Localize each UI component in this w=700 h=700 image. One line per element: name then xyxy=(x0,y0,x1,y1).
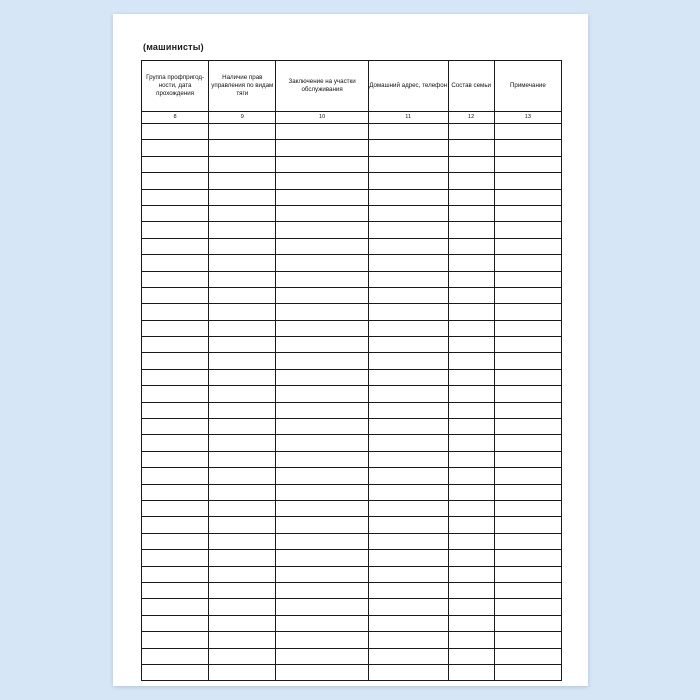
table-cell-empty xyxy=(209,517,276,533)
table-cell-empty xyxy=(368,402,448,418)
column-header-family: Состав семьи xyxy=(448,61,494,112)
table-cell-empty xyxy=(494,615,561,631)
table-cell-empty xyxy=(276,582,368,598)
table-cell-empty xyxy=(494,402,561,418)
table-cell-empty xyxy=(494,271,561,287)
table-row xyxy=(142,484,562,500)
table-cell-empty xyxy=(209,451,276,467)
table-cell-empty xyxy=(276,287,368,303)
table-cell-empty xyxy=(368,369,448,385)
table-cell-empty xyxy=(276,238,368,254)
table-cell-empty xyxy=(276,648,368,664)
table-cell-empty xyxy=(448,419,494,435)
table-cell-empty xyxy=(448,566,494,582)
table-cell-empty xyxy=(276,435,368,451)
table-cell-empty xyxy=(368,419,448,435)
column-number-11: 11 xyxy=(368,112,448,124)
table-row xyxy=(142,369,562,385)
table-cell-empty xyxy=(276,369,368,385)
table-cell-empty xyxy=(494,435,561,451)
table-row xyxy=(142,353,562,369)
table-row xyxy=(142,599,562,615)
table-cell-empty xyxy=(276,402,368,418)
table-cell-empty xyxy=(142,173,209,189)
table-cell-empty xyxy=(448,304,494,320)
table-cell-empty xyxy=(276,468,368,484)
table-cell-empty xyxy=(448,222,494,238)
table-cell-empty xyxy=(209,402,276,418)
table-cell-empty xyxy=(494,599,561,615)
column-header-group-fitness: Группа профпригод-ности, дата прохождения xyxy=(142,61,209,112)
table-cell-empty xyxy=(142,189,209,205)
table-cell-empty xyxy=(448,287,494,303)
table-cell-empty xyxy=(494,566,561,582)
table-cell-empty xyxy=(368,222,448,238)
table-cell-empty xyxy=(448,156,494,172)
table-cell-empty xyxy=(448,484,494,500)
table-cell-empty xyxy=(494,664,561,680)
table-cell-empty xyxy=(368,533,448,549)
table-cell-empty xyxy=(142,500,209,516)
table-cell-empty xyxy=(209,189,276,205)
table-row xyxy=(142,189,562,205)
table-cell-empty xyxy=(209,582,276,598)
table-row xyxy=(142,255,562,271)
table-cell-empty xyxy=(276,205,368,221)
table-cell-empty xyxy=(448,271,494,287)
table-cell-empty xyxy=(368,304,448,320)
table-cell-empty xyxy=(494,320,561,336)
table-row xyxy=(142,304,562,320)
table-cell-empty xyxy=(494,205,561,221)
table-cell-empty xyxy=(448,238,494,254)
table-cell-empty xyxy=(494,287,561,303)
table-cell-empty xyxy=(448,255,494,271)
table-cell-empty xyxy=(368,156,448,172)
table-cell-empty xyxy=(209,140,276,156)
table-cell-empty xyxy=(276,500,368,516)
table-cell-empty xyxy=(494,550,561,566)
table-row xyxy=(142,550,562,566)
table-cell-empty xyxy=(448,451,494,467)
table-cell-empty xyxy=(209,664,276,680)
table-row xyxy=(142,648,562,664)
table-cell-empty xyxy=(276,484,368,500)
table-cell-empty xyxy=(142,615,209,631)
table-cell-empty xyxy=(448,189,494,205)
table-row xyxy=(142,156,562,172)
table-row xyxy=(142,615,562,631)
table-cell-empty xyxy=(209,566,276,582)
table-cell-empty xyxy=(368,337,448,353)
table-cell-empty xyxy=(142,484,209,500)
table-cell-empty xyxy=(368,287,448,303)
table-cell-empty xyxy=(276,599,368,615)
table-cell-empty xyxy=(494,255,561,271)
table-cell-empty xyxy=(209,550,276,566)
table-cell-empty xyxy=(494,517,561,533)
table-cell-empty xyxy=(142,353,209,369)
table-cell-empty xyxy=(368,173,448,189)
table-cell-empty xyxy=(448,632,494,648)
table-cell-empty xyxy=(276,353,368,369)
table-row xyxy=(142,140,562,156)
column-number-10: 10 xyxy=(276,112,368,124)
table-cell-empty xyxy=(209,337,276,353)
table-cell-empty xyxy=(142,599,209,615)
table-cell-empty xyxy=(209,271,276,287)
table-cell-empty xyxy=(494,173,561,189)
table-cell-empty xyxy=(209,222,276,238)
table-row xyxy=(142,517,562,533)
table-cell-empty xyxy=(209,304,276,320)
table-cell-empty xyxy=(448,550,494,566)
table-cell-empty xyxy=(448,599,494,615)
table-cell-empty xyxy=(448,140,494,156)
table-cell-empty xyxy=(142,517,209,533)
table-cell-empty xyxy=(448,648,494,664)
table-cell-empty xyxy=(494,468,561,484)
table-cell-empty xyxy=(142,648,209,664)
table-row xyxy=(142,205,562,221)
table-cell-empty xyxy=(209,386,276,402)
table-row xyxy=(142,337,562,353)
table-cell-empty xyxy=(368,238,448,254)
table-cell-empty xyxy=(209,124,276,140)
column-header-home-address: Домашний адрес, телефон xyxy=(368,61,448,112)
table-cell-empty xyxy=(276,566,368,582)
column-number-12: 12 xyxy=(448,112,494,124)
table-cell-empty xyxy=(494,353,561,369)
table-cell-empty xyxy=(276,337,368,353)
table-cell-empty xyxy=(142,320,209,336)
register-table xyxy=(141,60,562,681)
table-cell-empty xyxy=(448,664,494,680)
table-cell-empty xyxy=(142,468,209,484)
table-cell-empty xyxy=(276,140,368,156)
table-cell-empty xyxy=(209,632,276,648)
table-cell-empty xyxy=(448,615,494,631)
table-cell-empty xyxy=(142,451,209,467)
table-cell-empty xyxy=(276,222,368,238)
table-cell-empty xyxy=(494,484,561,500)
table-cell-empty xyxy=(448,582,494,598)
table-cell-empty xyxy=(494,386,561,402)
table-cell-empty xyxy=(494,189,561,205)
table-cell-empty xyxy=(494,369,561,385)
table-cell-empty xyxy=(209,648,276,664)
column-number-9: 9 xyxy=(209,112,276,124)
table-cell-empty xyxy=(276,632,368,648)
column-number-row xyxy=(142,112,562,124)
table-cell-empty xyxy=(209,500,276,516)
table-cell-empty xyxy=(209,255,276,271)
header-row xyxy=(142,61,562,112)
table-cell-empty xyxy=(448,173,494,189)
table-cell-empty xyxy=(276,533,368,549)
column-number-13: 13 xyxy=(494,112,561,124)
table-cell-empty xyxy=(448,337,494,353)
table-cell-empty xyxy=(368,582,448,598)
table-row xyxy=(142,320,562,336)
table-cell-empty xyxy=(142,402,209,418)
table-body xyxy=(142,124,562,681)
column-header-notes: Примечание xyxy=(494,61,561,112)
table-cell-empty xyxy=(368,255,448,271)
table-cell-empty xyxy=(448,435,494,451)
table-cell-empty xyxy=(368,648,448,664)
table-cell-empty xyxy=(368,140,448,156)
table-cell-empty xyxy=(209,615,276,631)
table-cell-empty xyxy=(276,615,368,631)
table-cell-empty xyxy=(142,238,209,254)
table-row xyxy=(142,124,562,140)
table-cell-empty xyxy=(494,533,561,549)
table-cell-empty xyxy=(276,124,368,140)
table-cell-empty xyxy=(368,271,448,287)
table-cell-empty xyxy=(209,173,276,189)
table-cell-empty xyxy=(276,271,368,287)
table-cell-empty xyxy=(368,632,448,648)
table-cell-empty xyxy=(142,156,209,172)
table-row xyxy=(142,500,562,516)
table-cell-empty xyxy=(142,140,209,156)
table-cell-empty xyxy=(276,173,368,189)
table-cell-empty xyxy=(494,140,561,156)
table-cell-empty xyxy=(142,550,209,566)
table-cell-empty xyxy=(368,599,448,615)
table-cell-empty xyxy=(276,664,368,680)
column-header-driving-rights: Наличие прав управления по видам тяги xyxy=(209,61,276,112)
table-cell-empty xyxy=(448,517,494,533)
table-cell-empty xyxy=(209,320,276,336)
table-cell-empty xyxy=(209,599,276,615)
table-cell-empty xyxy=(209,156,276,172)
table-cell-empty xyxy=(209,369,276,385)
table-cell-empty xyxy=(494,419,561,435)
table-row xyxy=(142,468,562,484)
table-cell-empty xyxy=(209,468,276,484)
document-page xyxy=(113,14,588,686)
table-cell-empty xyxy=(494,451,561,467)
table-cell-empty xyxy=(276,550,368,566)
table-cell-empty xyxy=(142,386,209,402)
table-cell-empty xyxy=(142,304,209,320)
table-cell-empty xyxy=(368,550,448,566)
table-cell-empty xyxy=(142,287,209,303)
table-cell-empty xyxy=(368,615,448,631)
table-cell-empty xyxy=(276,255,368,271)
table-cell-empty xyxy=(368,124,448,140)
table-cell-empty xyxy=(368,435,448,451)
table-cell-empty xyxy=(142,664,209,680)
table-cell-empty xyxy=(494,124,561,140)
table-row xyxy=(142,582,562,598)
table-cell-empty xyxy=(276,304,368,320)
table-cell-empty xyxy=(448,468,494,484)
table-row xyxy=(142,664,562,680)
table-row xyxy=(142,173,562,189)
table-cell-empty xyxy=(448,353,494,369)
table-cell-empty xyxy=(494,304,561,320)
table-cell-empty xyxy=(448,386,494,402)
table-cell-empty xyxy=(209,287,276,303)
table-cell-empty xyxy=(368,189,448,205)
table-row xyxy=(142,566,562,582)
table-cell-empty xyxy=(276,189,368,205)
table-cell-empty xyxy=(142,124,209,140)
table-cell-empty xyxy=(448,402,494,418)
table-cell-empty xyxy=(276,419,368,435)
table-cell-empty xyxy=(368,468,448,484)
table-cell-empty xyxy=(142,582,209,598)
table-header xyxy=(142,61,562,124)
table-cell-empty xyxy=(142,337,209,353)
table-cell-empty xyxy=(494,156,561,172)
page-content xyxy=(141,42,562,668)
table-cell-empty xyxy=(276,451,368,467)
table-row xyxy=(142,402,562,418)
table-cell-empty xyxy=(448,533,494,549)
table-cell-empty xyxy=(142,222,209,238)
table-row xyxy=(142,271,562,287)
table-cell-empty xyxy=(494,500,561,516)
table-cell-empty xyxy=(368,205,448,221)
table-cell-empty xyxy=(142,632,209,648)
table-cell-empty xyxy=(276,156,368,172)
table-cell-empty xyxy=(142,369,209,385)
table-cell-empty xyxy=(494,648,561,664)
table-cell-empty xyxy=(142,419,209,435)
table-cell-empty xyxy=(368,320,448,336)
table-cell-empty xyxy=(368,500,448,516)
table-cell-empty xyxy=(368,517,448,533)
table-row xyxy=(142,435,562,451)
table-cell-empty xyxy=(448,320,494,336)
table-row xyxy=(142,419,562,435)
table-cell-empty xyxy=(209,435,276,451)
table-cell-empty xyxy=(494,222,561,238)
table-cell-empty xyxy=(368,664,448,680)
table-cell-empty xyxy=(142,435,209,451)
table-cell-empty xyxy=(142,533,209,549)
table-cell-empty xyxy=(448,500,494,516)
table-cell-empty xyxy=(368,484,448,500)
table-cell-empty xyxy=(368,386,448,402)
table-cell-empty xyxy=(209,205,276,221)
table-cell-empty xyxy=(209,353,276,369)
table-row xyxy=(142,632,562,648)
table-cell-empty xyxy=(276,386,368,402)
table-cell-empty xyxy=(276,517,368,533)
table-cell-empty xyxy=(368,353,448,369)
table-cell-empty xyxy=(142,255,209,271)
table-cell-empty xyxy=(142,566,209,582)
table-row xyxy=(142,533,562,549)
table-cell-empty xyxy=(494,582,561,598)
column-header-service-sections: Заключение на участки обслуживания xyxy=(276,61,368,112)
table-cell-empty xyxy=(209,484,276,500)
table-cell-empty xyxy=(142,271,209,287)
table-cell-empty xyxy=(494,632,561,648)
table-row xyxy=(142,451,562,467)
table-cell-empty xyxy=(209,533,276,549)
table-cell-empty xyxy=(142,205,209,221)
table-cell-empty xyxy=(368,566,448,582)
table-cell-empty xyxy=(448,205,494,221)
table-cell-empty xyxy=(209,238,276,254)
table-cell-empty xyxy=(368,451,448,467)
table-cell-empty xyxy=(494,337,561,353)
table-cell-empty xyxy=(276,320,368,336)
table-cell-empty xyxy=(448,369,494,385)
table-row xyxy=(142,222,562,238)
table-cell-empty xyxy=(209,419,276,435)
table-row xyxy=(142,287,562,303)
column-number-8: 8 xyxy=(142,112,209,124)
table-row xyxy=(142,386,562,402)
table-cell-empty xyxy=(448,124,494,140)
table-cell-empty xyxy=(494,238,561,254)
page-title: (машинисты) xyxy=(143,42,204,52)
table-row xyxy=(142,238,562,254)
